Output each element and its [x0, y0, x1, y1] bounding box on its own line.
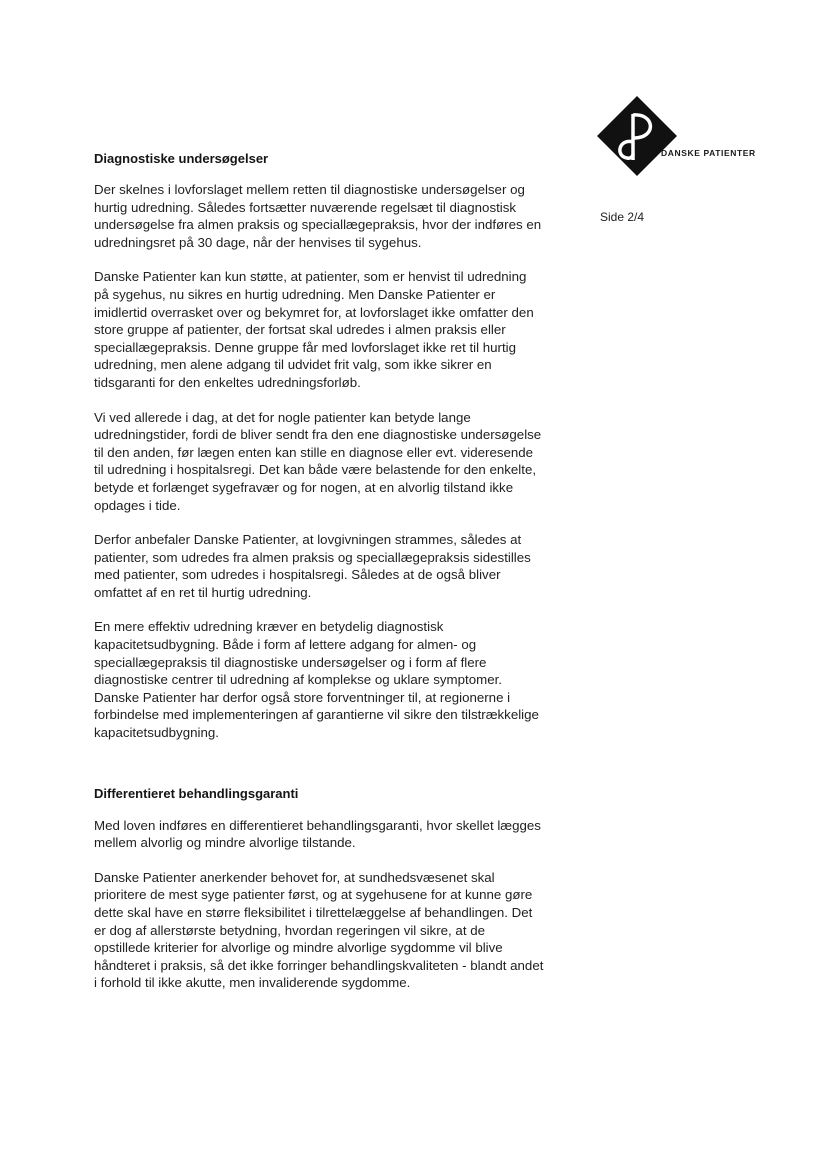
paragraph: Vi ved allerede i dag, at det for nogle patienter kan betyde lange udredningstider, fordi de bliver sendt fra den ene diagnostiske undersøgelse til den anden, før lægen enten kan stille en diagnose eller evt. videresende til udredning i hospitalsregi. Det kan både være belastende for den enkelte, betyde et forlænget sygefravær og for nogen, at en alvorlig tilstand ikke opdages i tide. — [94, 409, 542, 513]
section-heading-behandlingsgaranti: Differentieret behandlingsgaranti — [94, 785, 299, 801]
letter-body — [94, 150, 544, 1009]
paragraph: Derfor anbefaler Danske Patienter, at lovgivningen strammes, således at patienter, som udredes fra almen praksis og speciallægepraksis sidestilles med patienter, som udredes i hospitalsregi. Således at de også bliver omfattet af en ret til hurtig udredning. — [94, 532, 531, 600]
paragraph: Der skelnes i lovforslaget mellem retten til diagnostiske undersøgelser og hurtig udredning. Således fortsætter nuværende regelsæt til diagnostisk undersøgelse fra almen praksis og speciallægepraksis, hvor der indføres en udredningsret på 30 dage, når der henvises til sygehus. — [94, 182, 542, 250]
paragraph: Med loven indføres en differentieret behandlingsgaranti, hvor skellet lægges mellem alvorlig og mindre alvorlige tilstande. — [94, 817, 541, 851]
paragraph: En mere effektiv udredning kræver en betydelig diagnostisk kapacitetsudbygning. Både i form af lettere adgang for almen- og speciallægepraksis til diagnostiske undersøgelser og i form af flere diagnostiske centrer til udredning af komplekse og uklare symptomer. Danske Patienter har derfor også store forventninger til, at regionerne i forbindelse med implementeringen af garantierne vil sikre den tilstrækkelige kapacitetsudbygning. — [94, 619, 539, 741]
page-number: Side 2/4 — [600, 210, 645, 224]
paragraph: Danske Patienter anerkender behovet for, at sundhedsvæsenet skal prioritere de mest syge patienter først, og at sygehusene for at kunne gøre dette skal have en større fleksibilitet i tilrettelæggelse af behandlingen. Det er dog af allerstørste betydning, hvordan regeringen vil sikre, at de opstillede kriterier for alvorlige og mindre alvorlige sygdomme vil blive håndteret i praksis, så det ikke forringer behandlingskvaliteten - blandt andet i forhold til ikke akutte, men invaliderende sygdomme. — [94, 869, 544, 991]
logo-diamond-icon — [597, 96, 677, 176]
logo-wordmark: DANSKE PATIENTER — [661, 148, 756, 158]
paragraph: Danske Patienter kan kun støtte, at patienter, som er henvist til udredning på sygehus, nu sikres en hurtig udredning. Men Danske Patienter er imidlertid overrasket over og bekymret for, at lovforslaget ikke omfatter den store gruppe af patienter, der fortsat skal udredes i almen praksis eller speciallægepraksis. Denne gruppe får med lovforslaget ikke ret til hurtig udredning, men alene adgang til udvidet frit valg, som ikke sikrer en tidsgaranti for den enkeltes udredningsforløb. — [94, 269, 534, 390]
section-heading-diagnostiske: Diagnostiske undersøgelser — [94, 151, 269, 166]
danske-patienter-logo — [597, 96, 757, 176]
